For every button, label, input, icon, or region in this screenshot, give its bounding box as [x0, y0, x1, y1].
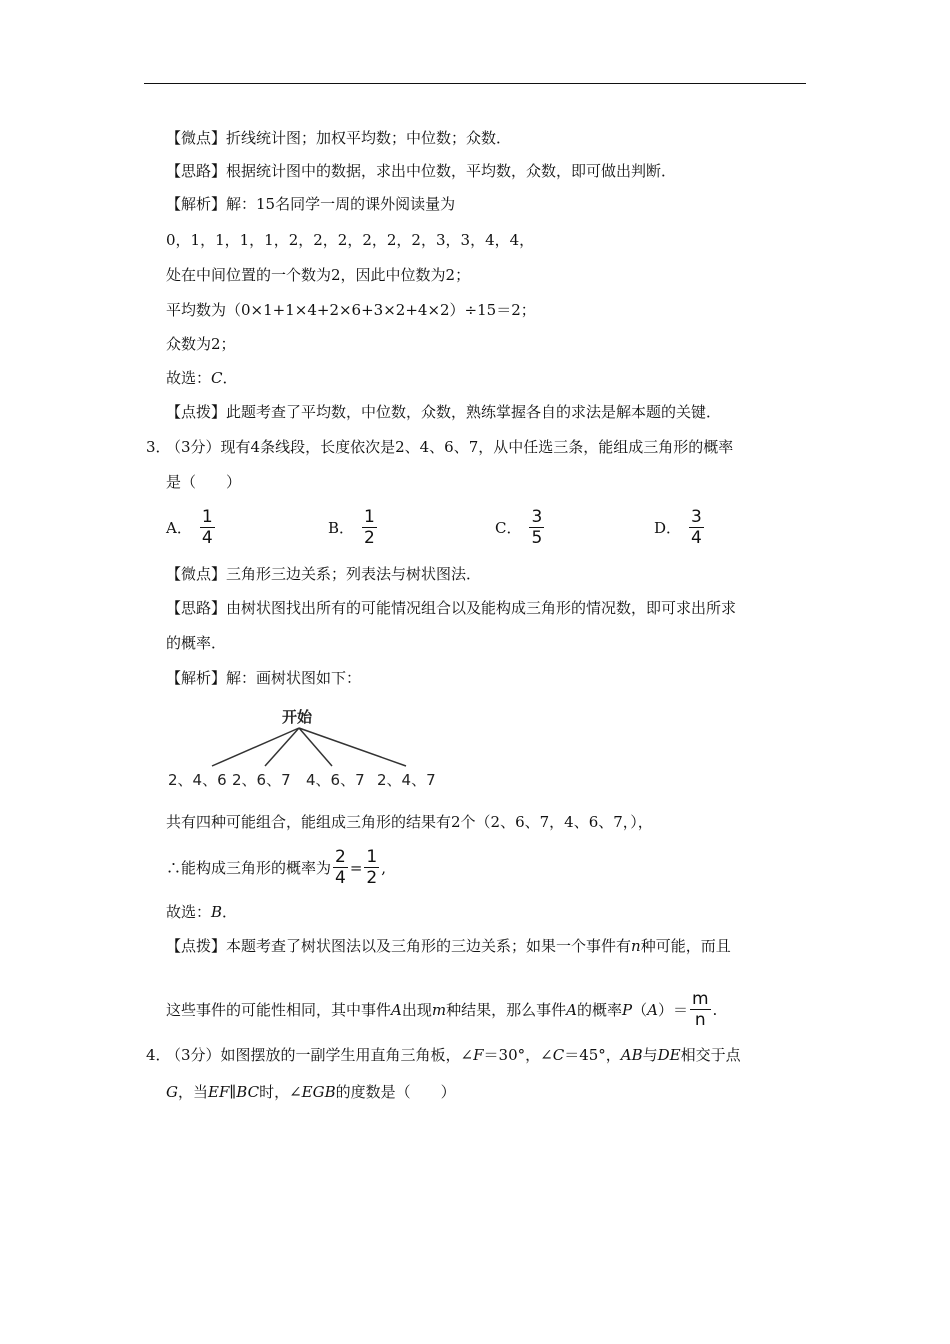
q3-option-b-fraction: $\frac{1}{2}$ [364, 507, 375, 548]
tree-leaf: 2、4、6 [168, 771, 227, 789]
q2-data-line: 0，1，1，1，1，2，2，2，2，2，2，3，3，4，4， [166, 231, 535, 249]
q3-option-d: D． $\frac{3}{4}$ [654, 507, 702, 548]
q3-stem-line1: （3分）现有4条线段，长度依次是2、4、6、7，从中任选三条，能组成三角形的概率 [166, 438, 734, 456]
q3-silu-line2: 的概率． [166, 634, 227, 652]
q3-dianbo-line1: 【点拨】本题考查了树状图法以及三角形的三边关系；如果一个事件有n种可能，而且 [166, 937, 731, 955]
q3-jiexi: 【解析】解：画树状图如下： [166, 669, 362, 687]
tree-leaf: 2、6、7 [232, 771, 291, 789]
prob-fraction-1: $\frac{2}{4}$ [335, 847, 346, 888]
q3-number: 3． [146, 438, 171, 456]
q3-option-c: C． $\frac{3}{5}$ [495, 507, 543, 548]
q2-silu: 【思路】根据统计图中的数据，求出中位数，平均数，众数，即可做出判断． [166, 162, 677, 180]
q3-option-d-fraction: $\frac{3}{4}$ [691, 507, 702, 548]
q4-stem-line2: G，当EF∥BC时，∠EGB的度数是（ ） [166, 1083, 456, 1101]
header-rule [144, 83, 806, 84]
q3-weidian: 【微点】三角形三边关系；列表法与树状图法． [166, 565, 482, 583]
tree-leaf: 2、4、7 [377, 771, 436, 789]
tree-diagram [160, 702, 460, 794]
tree-root: 开始 [282, 708, 313, 726]
q2-jiexi: 【解析】解：15名同学一周的课外阅读量为 [166, 195, 456, 213]
probability-formula-fraction: $\frac{m}{n}$ [691, 989, 709, 1030]
q3-answer-line: 故选：B． [166, 903, 238, 921]
q3-option-a: A． $\frac{1}{4}$ [166, 507, 213, 548]
q3-silu-line1: 【思路】由树状图找出所有的可能情况组合以及能构成三角形的情况数，即可求出所求 [166, 599, 737, 617]
q3-answer: B [211, 903, 223, 921]
q2-mode-line: 众数为2； [166, 335, 236, 353]
tree-leaf: 4、6、7 [306, 771, 365, 789]
q3-stem-line2: 是（ ） [166, 473, 242, 491]
q3-prob-line: ∴能构成三角形的概率为 $\frac{2}{4}$ = $\frac{1}{2}$ , [166, 847, 387, 888]
prob-fraction-2: $\frac{1}{2}$ [366, 847, 378, 888]
q2-answer: C [211, 369, 223, 387]
q3-option-b: B． $\frac{1}{2}$ [328, 507, 375, 548]
tree-branch [265, 728, 299, 766]
q3-option-c-fraction: $\frac{3}{5}$ [531, 507, 543, 548]
q3-result-line: 共有四种可能组合，能组成三角形的结果有2个（2、6、7，4、6、7，）， [166, 813, 653, 831]
q2-median-line: 处在中间位置的一个数为2，因此中位数为2； [166, 266, 471, 284]
q4-number: 4． [146, 1046, 171, 1064]
q3-dianbo-line2: 这些事件的可能性相同，其中事件 A 出现 m 种结果，那么事件 A 的概率 P （ A ）＝ $\frac{m}{n}$ . [166, 989, 718, 1030]
q2-dianbo: 【点拨】此题考查了平均数，中位数，众数，熟练掌握各自的求法是解本题的关键． [166, 403, 722, 421]
q3-option-a-fraction: $\frac{1}{4}$ [201, 507, 213, 548]
q2-mean-line: 平均数为（0×1+1×4+2×6+3×2+4×2）÷15＝2； [166, 301, 536, 319]
q2-answer-line: 故选：C． [166, 369, 238, 387]
tree-branch [212, 728, 299, 766]
q2-weidian: 【微点】折线统计图；加权平均数；中位数；众数． [166, 129, 512, 147]
q4-stem-line1: （3分）如图摆放的一副学生用直角三角板，∠F＝30°，∠C＝45°，AB与DE相交于点 [166, 1046, 741, 1064]
